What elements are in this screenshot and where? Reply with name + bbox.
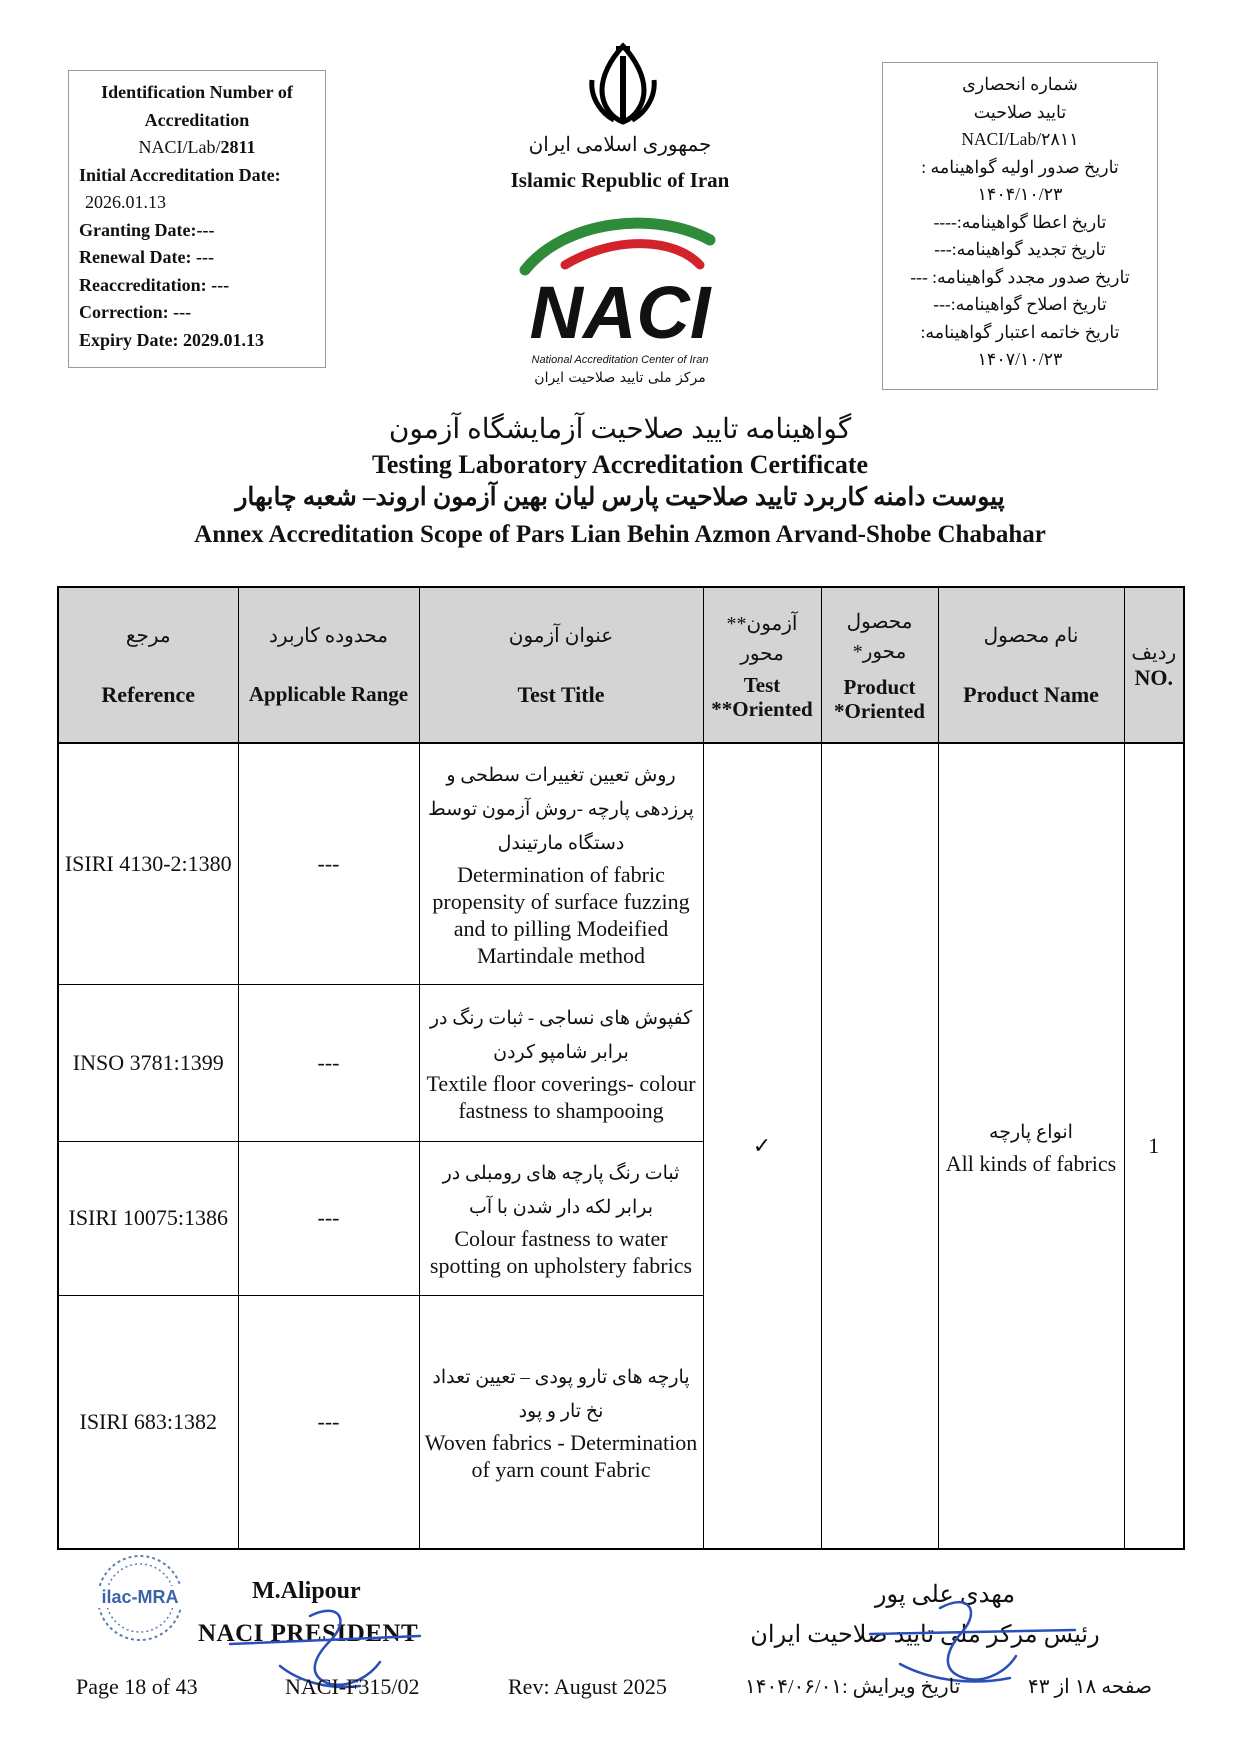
- table-row: [58, 743, 1184, 984]
- expiry-date: Expiry Date: 2029.01.13: [79, 329, 264, 350]
- test-oriented-check: ✓: [703, 743, 821, 1549]
- naci-logo-sub-en: National Accreditation Center of Iran: [531, 354, 709, 366]
- footer-form-code: NACI-F315/02: [285, 1674, 420, 1699]
- initial-date-value: 2026.01.13: [85, 192, 166, 212]
- header-test-oriented: آزمون** محور Test **Oriented: [703, 587, 821, 743]
- header-no: ردیف NO.: [1124, 587, 1184, 743]
- naci-logo-text: NACI: [529, 271, 711, 354]
- reaccreditation-date: Reaccreditation: ---: [79, 274, 230, 295]
- certificate-title-en: Testing Laboratory Accreditation Certificate: [371, 450, 869, 479]
- fa-box-line: ۱۴۰۴/۱۰/۲۳: [977, 184, 1063, 204]
- initial-date-label: Initial Accreditation Date:: [79, 164, 281, 185]
- en-republic-label: Islamic Republic of Iran: [510, 168, 730, 192]
- table-header-row: [58, 587, 1184, 743]
- persian-id-box: [882, 62, 1158, 390]
- fa-box-line: شماره انحصاری: [962, 74, 1078, 94]
- header-product-name: نام محصول Product Name: [938, 587, 1124, 743]
- range-cell: ---: [238, 743, 419, 984]
- footer-page-fa: صفحه ۱۸ از ۴۳: [1028, 1676, 1152, 1698]
- naci-logo: [505, 210, 735, 390]
- footer-revision: Rev: August 2025: [508, 1674, 667, 1699]
- product-oriented-cell: [821, 743, 938, 1549]
- annex-title-en: Annex Accreditation Scope of Pars Lian Behin Azmon Arvand-Shobe Chabahar: [194, 521, 1046, 548]
- product-name-cell: انواع پارچه All kinds of fabrics: [938, 743, 1124, 1549]
- range-cell: ---: [238, 984, 419, 1141]
- correction-date: Correction: ---: [79, 302, 192, 322]
- fa-box-line: تاریخ صدور اولیه گواهینامه :: [921, 156, 1119, 177]
- granting-date: Granting Date:---: [79, 219, 215, 240]
- id-number: NACI/Lab/2811: [138, 137, 256, 157]
- title-cell: روش تعیین تغییرات سطحی و پرزدهی پارچه -روش آزمون توسط دستگاه مارتیندل Determination of fabric propensity of surface fuzzing and to pilling Modeified Martindale method: [419, 743, 703, 984]
- fa-box-line: تایید صلاحیت: [973, 101, 1067, 122]
- fa-box-line: تاریخ اعطا گواهینامه:----: [933, 211, 1107, 232]
- identification-box: [68, 70, 326, 368]
- range-cell: ---: [238, 1296, 419, 1549]
- certificate-title-fa: گواهینامه تایید صلاحیت آزمایشگاه آزمون: [388, 414, 852, 445]
- reference-cell: INSO 3781:1399: [58, 984, 238, 1141]
- fa-box-line: تاریخ صدور مجدد گواهینامه: ---: [910, 266, 1130, 287]
- header-reference: مرجع Reference: [58, 587, 238, 743]
- reference-cell: ISIRI 683:1382: [58, 1296, 238, 1549]
- naci-logo-sub-fa: مرکز ملی تایید صلاحیت ایران: [534, 370, 706, 386]
- header-applicable-range: محدوده کاربرد Applicable Range: [238, 587, 419, 743]
- renewal-date: Renewal Date: ---: [79, 247, 214, 267]
- iran-emblem-icon: [580, 40, 666, 126]
- footer-page-en: Page 18 of 43: [76, 1674, 198, 1699]
- fa-box-line: تاریخ اصلاح گواهینامه:---: [933, 294, 1107, 314]
- fa-republic-label: جمهوری اسلامی ایران: [528, 134, 712, 156]
- signer-role-en: NACI PRESIDENT: [198, 1620, 419, 1647]
- signer-name-en: M.Alipour: [252, 1578, 361, 1604]
- title-cell: پارچه های تارو پودی – تعیین تعداد نخ تار و پود Woven fabrics - Determination of yarn count Fabric: [419, 1296, 703, 1549]
- range-cell: ---: [238, 1141, 419, 1295]
- fa-box-line: تاریخ خاتمه اعتبار گواهینامه:: [920, 321, 1120, 342]
- scope-table: [57, 586, 1185, 1550]
- footer-revision-date-fa: تاریخ ویرایش :۱۴۰۴/۰۶/۰۱: [745, 1676, 961, 1698]
- ilac-mra-logo: [90, 1552, 190, 1644]
- row-number: 1: [1124, 743, 1184, 1549]
- ilac-logo-text: ilac-MRA: [101, 1587, 179, 1607]
- signer-name-fa: مهدی علی پور: [874, 1582, 1016, 1608]
- title-cell: کفپوش های نساجی - ثبات رنگ در برابر شامپو کردن Textile floor coverings- colour fastness to shampooing: [419, 984, 703, 1141]
- header-product-oriented: محصول محور* Product *Oriented: [821, 587, 938, 743]
- signer-role-fa: رئیس مرکز ملی تایید صلاحیت ایران: [750, 1622, 1100, 1648]
- fa-box-line: NACI/Lab/۲۸۱۱: [961, 129, 1079, 149]
- reference-cell: ISIRI 10075:1386: [58, 1141, 238, 1295]
- reference-cell: ISIRI 4130-2:1380: [58, 743, 238, 984]
- header-test-title: عنوان آزمون Test Title: [419, 587, 703, 743]
- annex-title-fa: پیوست دامنه کاربرد تایید صلاحیت پارس لیان بهین آزمون اروند– شعبه چابهار: [235, 484, 1005, 511]
- fa-box-line: ۱۴۰۷/۱۰/۲۳: [977, 349, 1063, 369]
- fa-box-line: تاریخ تجدید گواهینامه:---: [934, 239, 1106, 259]
- id-label: Identification Number of Accreditation: [101, 82, 293, 130]
- title-cell: ثبات رنگ پارچه های رومبلی در برابر لکه دار شدن با آب Colour fastness to water spotting on upholstery fabrics: [419, 1141, 703, 1295]
